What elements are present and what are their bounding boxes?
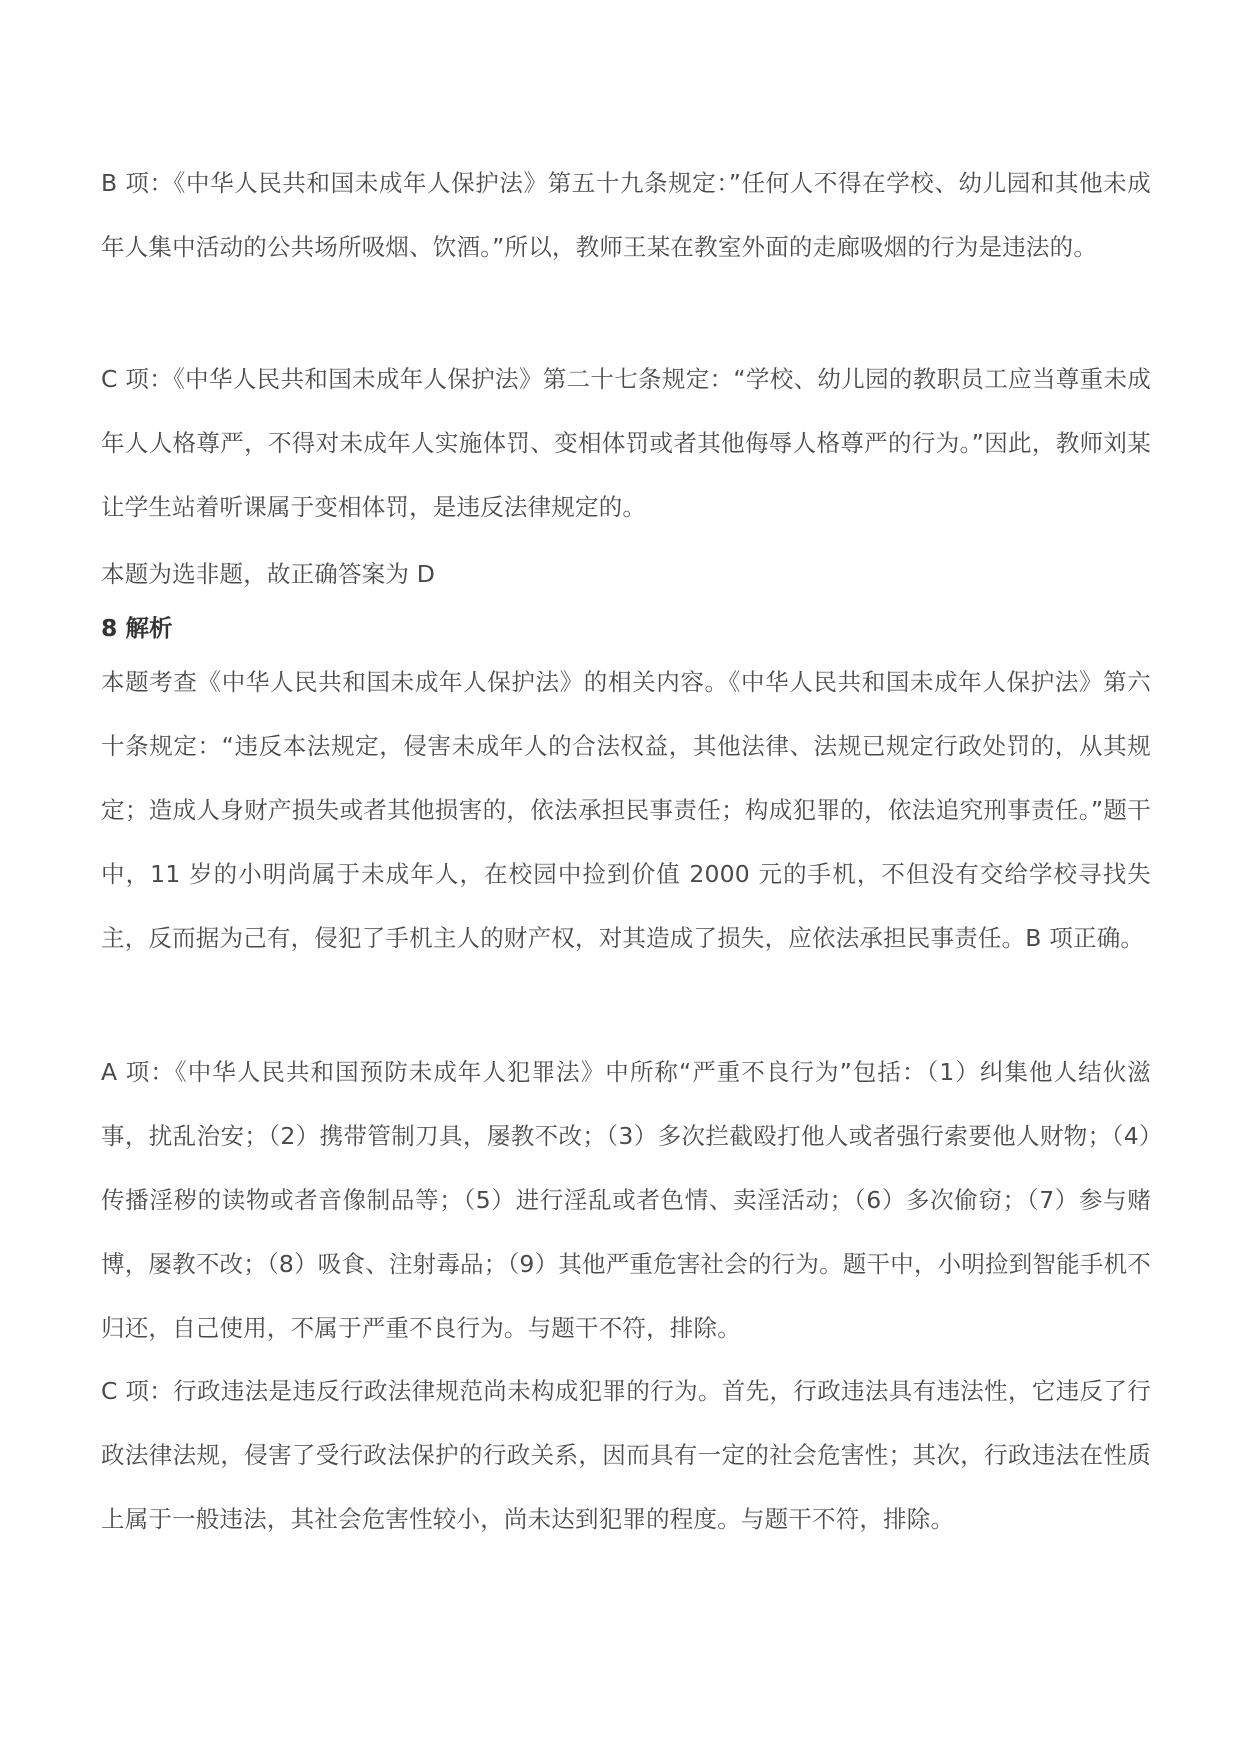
question-8-option-a: A 项：《中华人民共和国预防未成年人犯罪法》中所称“严重不良行为”包括：（1）纠集他人结伙滋事，扰乱治安；（2）携带管制刀具，屡教不改；（3）多次拦截殴打他人或者强行索要他人财物；（4）传播淫秽的读物或者音像制品等；（5）进行淫乱或者色情、卖淫活动；（6）多次偷窃；（7）参与赌博，屡教不改；（8）吸食、注射毒品；（9）其他严重危害社会的行为。题干中，小明捡到智能手机不归还，自己使用，不属于严重不良行为。与题干不符，排除。 [101, 1058, 1151, 1342]
answer-statement: 本题为选非题，故正确答案为 D [101, 560, 436, 588]
option-c-explanation: C 项：《中华人民共和国未成年人保护法》第二十七条规定：“学校、幼儿园的教职员工应当尊重未成年人人格尊严，不得对未成年人实施体罚、变相体罚或者其他侮辱人格尊严的行为。”因此，教师刘某让学生站着听课属于变相体罚，是违反法律规定的。 [101, 365, 1151, 521]
option-b-explanation: B 项：《中华人民共和国未成年人保护法》第五十九条规定：”任何人不得在学校、幼儿园和其他未成年人集中活动的公共场所吸烟、饮酒。”所以，教师王某在教室外面的走廊吸烟的行为是违法的。 [101, 169, 1151, 261]
question-8-analysis: 本题考查《中华人民共和国未成年人保护法》的相关内容。《中华人民共和国未成年人保护法》第六十条规定：“违反本法规定，侵害未成年人的合法权益，其他法律、法规已规定行政处罚的，从其规定；造成人身财产损失或者其他损害的，依法承担民事责任；构成犯罪的，依法追究刑事责任。”题干中，11 岁的小明尚属于未成年人，在校园中捡到价值 2000 元的手机，不但没有交给学校寻找失主，反而据为己有，侵犯了手机主人的财产权，对其造成了损失，应依法承担民事责任。B 项正确。 [101, 668, 1151, 952]
question-8-heading: 8 解析 [101, 614, 173, 642]
question-8-option-c: C 项：行政违法是违反行政法律规范尚未构成犯罪的行为。首先，行政违法具有违法性，它违反了行政法律法规，侵害了受行政法保护的行政关系，因而具有一定的社会危害性；其次，行政违法在性质上属于一般违法，其社会危害性较小，尚未达到犯罪的程度。与题干不符，排除。 [101, 1377, 1151, 1533]
